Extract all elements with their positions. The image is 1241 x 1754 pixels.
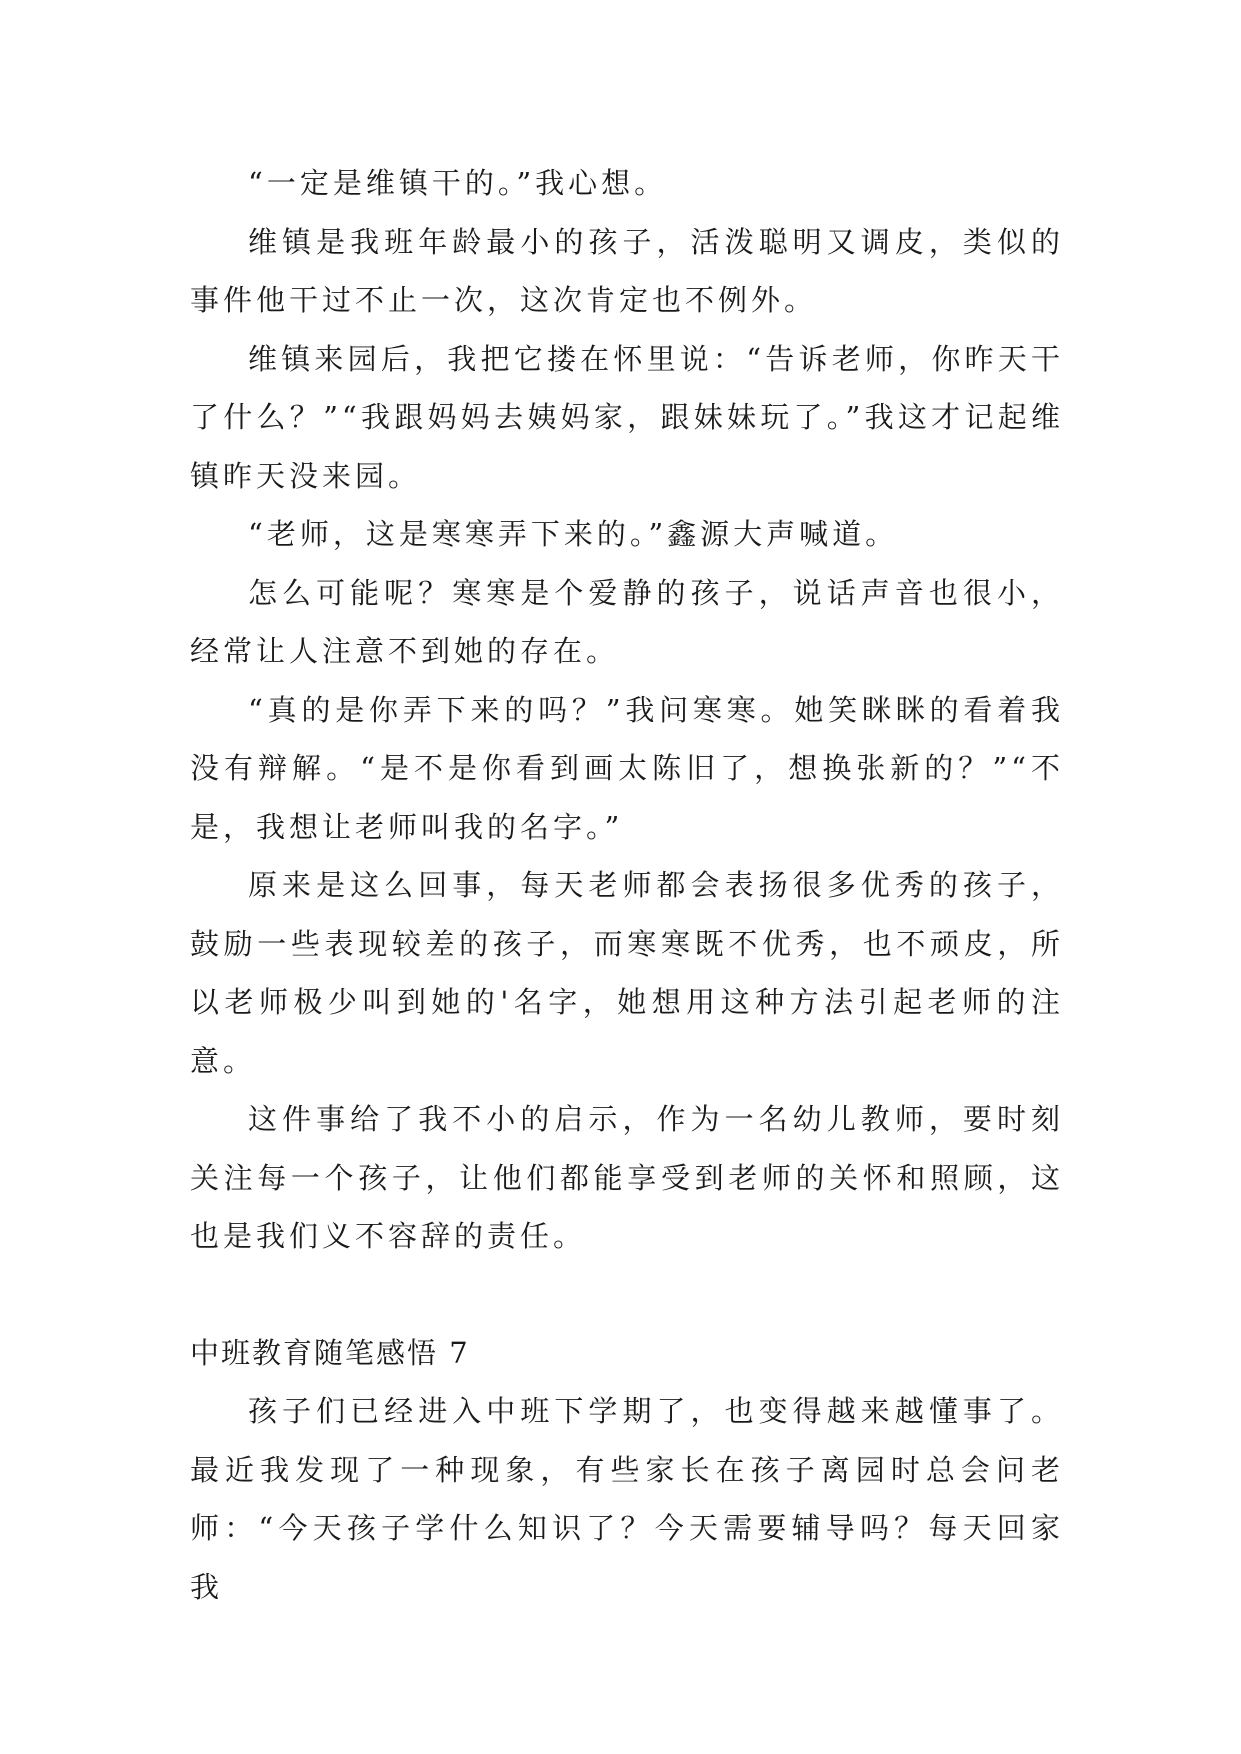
paragraph: 怎么可能呢？寒寒是个爱静的孩子，说话声音也很小，经常让人注意不到她的存在。	[190, 575, 1064, 668]
paragraph: 维镇是我班年龄最小的孩子，活泼聪明又调皮，类似的事件他干过不止一次，这次肯定也不例外。	[190, 224, 1064, 317]
section-title: 中班教育随笔感悟 7	[190, 1335, 470, 1370]
document-body	[190, 154, 1064, 1616]
paragraph: 孩子们已经进入中班下学期了，也变得越来越懂事了。最近我发现了一种现象，有些家长在孩子离园时总会问老师：“今天孩子学什么知识了？今天需要辅导吗？每天回家我	[190, 1394, 1064, 1604]
paragraph: 这件事给了我不小的启示，作为一名幼儿教师，要时刻关注每一个孩子，让他们都能享受到老师的关怀和照顾，这也是我们义不容辞的责任。	[190, 1102, 1064, 1253]
paragraph: 维镇来园后，我把它搂在怀里说：“告诉老师，你昨天干了什么？”“我跟妈妈去姨妈家，跟妹妹玩了。”我这才记起维镇昨天没来园。	[190, 341, 1064, 493]
paragraph: “一定是维镇干的。”我心想。	[248, 166, 668, 200]
paragraph: 原来是这么回事，每天老师都会表扬很多优秀的孩子，鼓励一些表现较差的孩子，而寒寒既不优秀，也不顽皮，所以老师极少叫到她的'名字，她想用这种方法引起老师的注意。	[190, 868, 1064, 1078]
paragraph: “真的是你弄下来的吗？”我问寒寒。她笑眯眯的看着我没有辩解。“是不是你看到画太陈旧了，想换张新的？”“不是，我想让老师叫我的名字。”	[190, 692, 1064, 844]
paragraph: “老师，这是寒寒弄下来的。”鑫源大声喊道。	[248, 517, 899, 551]
